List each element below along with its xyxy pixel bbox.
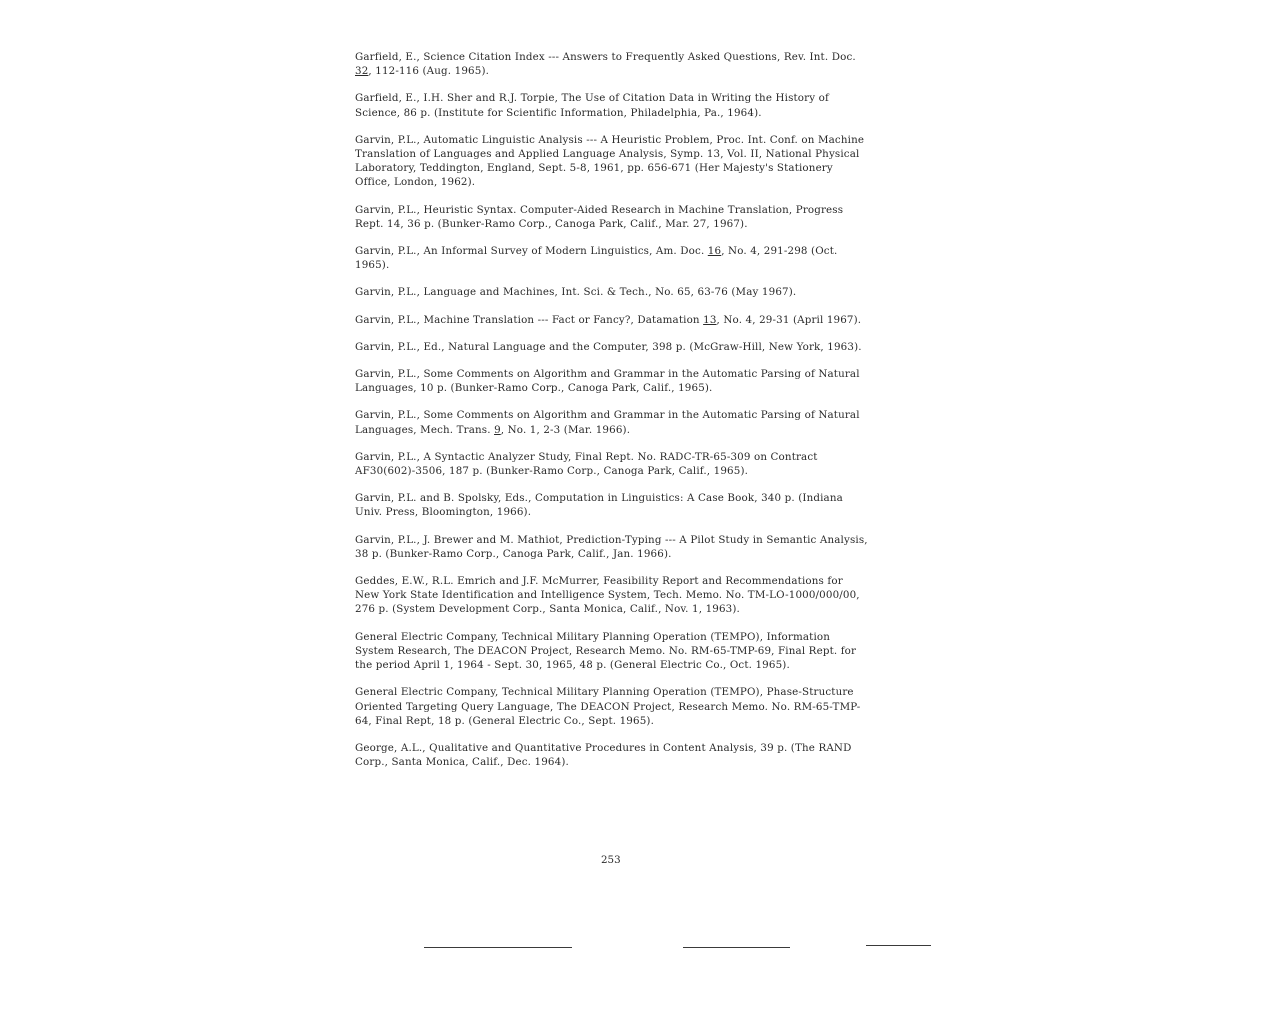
page-number: 253: [601, 854, 621, 866]
footer-rule: [424, 947, 572, 948]
reference-text: Garvin, P.L., Some Comments on Algorithm and Grammar in the Automatic Parsing of Natural Languages, 10 p. (Bunker-Ramo Corp., Canoga Park, Calif., 1965).: [355, 368, 860, 395]
reference-text: Garvin, P.L., Some Comments on Algorithm and Grammar in the Automatic Parsing of Natural Languages, Mech. Trans.: [355, 409, 860, 436]
reference-text: Garfield, E., I.H. Sher and R.J. Torpie, The Use of Citation Data in Writing the History of Science, 86 p. (Institute for Scientific Information, Philadelphia, Pa., 1964).: [355, 92, 829, 119]
reference-entry: [355, 630, 870, 673]
reference-entry: [355, 285, 870, 299]
footer-rule: [866, 945, 931, 946]
reference-entry: [355, 133, 870, 190]
reference-text: , No. 1, 2-3 (Mar. 1966).: [500, 423, 631, 436]
reference-entry: [355, 685, 870, 728]
reference-list: [355, 50, 870, 782]
reference-text: Garvin, P.L., Machine Translation --- Fact or Fancy?, Datamation: [355, 313, 704, 326]
reference-text: , 112-116 (Aug. 1965).: [368, 65, 490, 78]
reference-entry: [355, 741, 870, 769]
reference-entry: [355, 50, 870, 78]
reference-entry: [355, 340, 870, 354]
reference-text: Garvin, P.L., Language and Machines, Int. Sci. & Tech., No. 65, 63-76 (May 1967).: [355, 286, 797, 299]
reference-text: General Electric Company, Technical Military Planning Operation (TEMPO), Information System Research, The DEACON Project, Research Memo. No. RM-65-TMP-69, Final Rept. for the period April 1, 1964 - Sept. 30, 1965, 48 p. (General Electric Co., Oct. 1965).: [355, 630, 857, 672]
reference-text: , No. 4, 29-31 (April 1967).: [716, 313, 862, 326]
volume-number: 16: [707, 245, 722, 258]
reference-text: Garvin, P.L., A Syntactic Analyzer Study, Final Rept. No. RADC-TR-65-309 on Contract AF30(602)-3506, 187 p. (Bunker-Ramo Corp., Canoga Park, Calif., 1965).: [355, 450, 818, 478]
reference-entry: [355, 408, 870, 436]
reference-entry: [355, 533, 870, 561]
reference-text: Garvin, P.L., An Informal Survey of Modern Linguistics, Am. Doc.: [355, 245, 708, 258]
reference-entry: [355, 91, 870, 119]
reference-text: Garfield, E., Science Citation Index --- Answers to Frequently Asked Questions, Rev. Int. Doc.: [355, 51, 856, 63]
reference-entry: [355, 203, 870, 231]
reference-text: Garvin, P.L. and B. Spolsky, Eds., Computation in Linguistics: A Case Book, 340 p. (Indiana Univ. Press, Bloomington, 1966).: [355, 492, 843, 519]
reference-text: Garvin, P.L., J. Brewer and M. Mathiot, Prediction-Typing --- A Pilot Study in Semantic Analysis, 38 p. (Bunker-Ramo Corp., Canoga Park, Calif., Jan. 1966).: [355, 533, 868, 560]
reference-entry: [355, 491, 870, 519]
reference-entry: [355, 367, 870, 395]
reference-entry: [355, 574, 870, 617]
volume-number: 32: [355, 65, 369, 78]
volume-number: 9: [494, 423, 501, 436]
reference-text: Garvin, P.L., Ed., Natural Language and the Computer, 398 p. (McGraw-Hill, New York, 1963).: [355, 340, 862, 353]
reference-text: George, A.L., Qualitative and Quantitative Procedures in Content Analysis, 39 p. (The RAND Corp., Santa Monica, Calif., Dec. 1964).: [355, 741, 852, 769]
reference-text: Garvin, P.L., Heuristic Syntax. Computer-Aided Research in Machine Translation, Progress Rept. 14, 36 p. (Bunker-Ramo Corp., Canoga Park, Calif., Mar. 27, 1967).: [355, 203, 844, 230]
reference-entry: [355, 450, 870, 478]
reference-text: Garvin, P.L., Automatic Linguistic Analysis --- A Heuristic Problem, Proc. Int. Conf. on Machine Translation of Languages and Applied Language Analysis, Symp. 13, Vol. II, National Physical Laboratory, Teddington, England, Sept. 5-8, 1961, pp. 656-671 (Her Majesty's Stationery Office, London, 1962).: [355, 133, 865, 189]
reference-entry: [355, 244, 870, 272]
reference-text: Geddes, E.W., R.L. Emrich and J.F. McMurrer, Feasibility Report and Recommendations for New York State Identification and Intelligence System, Tech. Memo. No. TM-LO-1000/000/00, 276 p. (System Development Corp., Santa Monica, Calif., Nov. 1, 1963).: [355, 575, 860, 616]
reference-entry: [355, 313, 870, 327]
volume-number: 13: [703, 313, 717, 326]
footer-rule: [683, 947, 790, 948]
reference-text: General Electric Company, Technical Military Planning Operation (TEMPO), Phase-Structure Oriented Targeting Query Language, The DEACON Project, Research Memo. No. RM-65-TMP-64, Final Rept, 18 p. (General Electric Co., Sept. 1965).: [355, 686, 861, 727]
reference-text: , No. 4, 291-298 (Oct. 1965).: [355, 245, 838, 272]
